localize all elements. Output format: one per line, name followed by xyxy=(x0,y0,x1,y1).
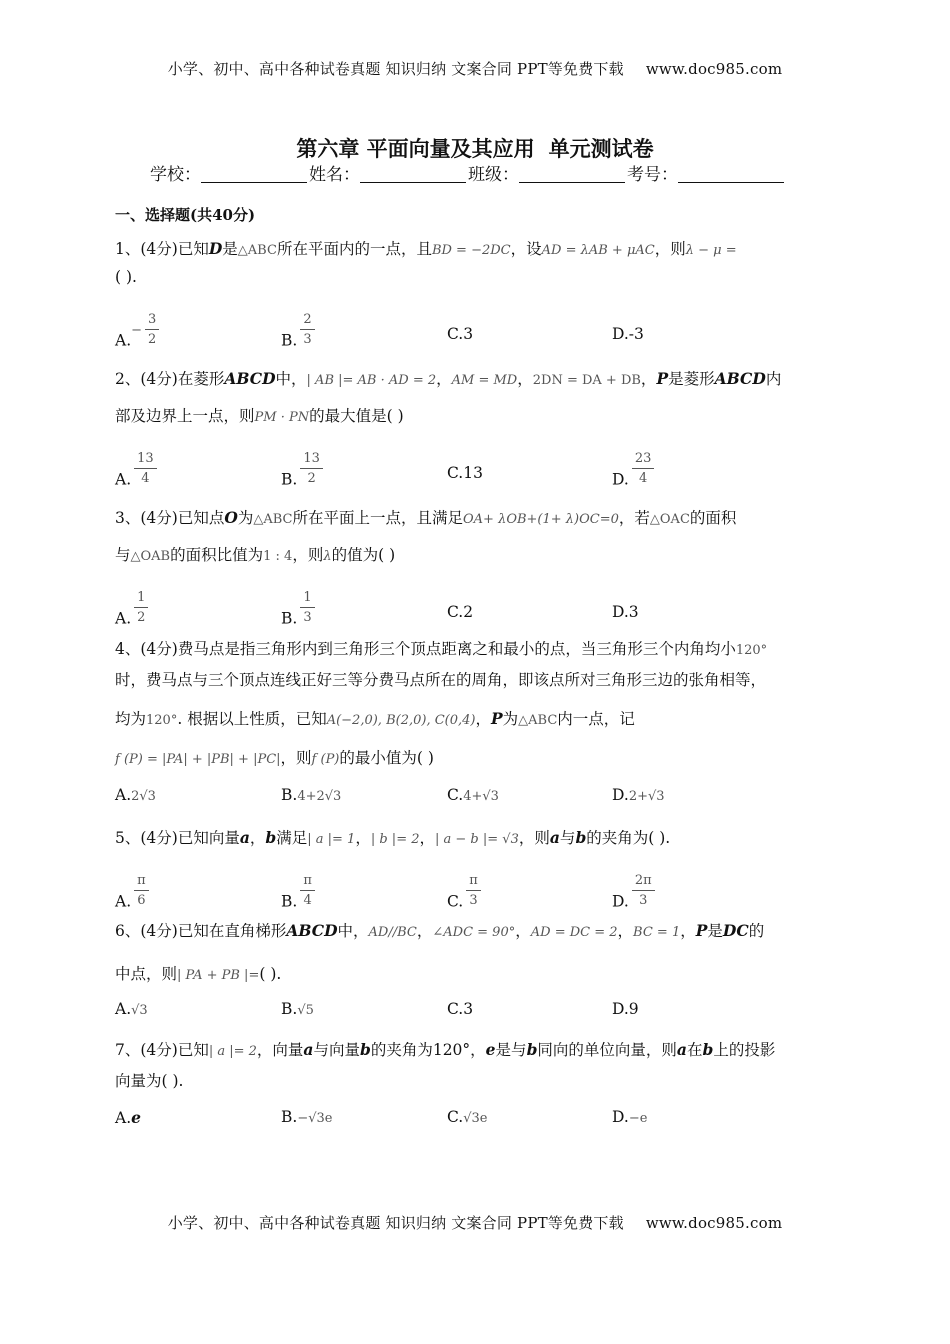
q1-option-d[interactable]: D.-3 xyxy=(612,325,644,343)
title-main: 第六章 平面向量及其应用 xyxy=(296,136,535,161)
exam-no-blank xyxy=(678,166,784,183)
q3-line1: 3、(4分)已知点O为△ABC所在平面上一点，且满足OA+ λOB+(1+ λ)OC=0，若△OAC的面积 xyxy=(115,508,737,527)
name-blank xyxy=(360,166,466,183)
exam-no-label: 考号： xyxy=(627,165,678,185)
q6-option-c[interactable]: C.3 xyxy=(447,1000,474,1018)
q3-option-c[interactable]: C.2 xyxy=(447,603,474,621)
q6-line1: 6、(4分)已知在直角梯形ABCD中，AD//BC，∠ADC = 90°，AD = DC = 2，BC = 1，P是DC的 xyxy=(115,921,765,940)
q1-option-c[interactable]: C.3 xyxy=(447,325,474,343)
q5-option-c[interactable]: C. $\frac{\pi}{3}$ xyxy=(447,886,481,919)
q7-option-b[interactable]: B.−√3e xyxy=(281,1108,333,1126)
title-sub: 单元测试卷 xyxy=(548,136,654,161)
q2-option-d[interactable]: D. $\frac{23}{4}$ xyxy=(612,464,654,497)
q4-line3: 均为120°. 根据以上性质，已知A(−2,0), B(2,0), C(0,4)，P为△ABC内一点，记 xyxy=(115,709,635,728)
q5-option-b[interactable]: B. $\frac{\pi}{4}$ xyxy=(281,886,315,919)
q4-option-b[interactable]: B.4+2√3 xyxy=(281,786,342,804)
page-footer xyxy=(0,1212,950,1233)
q7-line1: 7、(4分)已知| a |= 2，向量a与向量b的夹角为120°，e是与b同向的单位向量，则a在b上的投影 xyxy=(115,1040,776,1059)
q3-option-d[interactable]: D.3 xyxy=(612,603,639,621)
page-title xyxy=(0,133,950,163)
section-heading: 一、选择题(共40分) xyxy=(115,206,256,224)
q3-option-a[interactable]: A. $\frac{1}{2}$ xyxy=(115,603,148,636)
q5-option-a[interactable]: A. $\frac{\pi}{6}$ xyxy=(115,886,149,919)
q2-line2: 部及边界上一点，则PM · PN的最大值是( ) xyxy=(115,407,404,425)
q4-option-c[interactable]: C.4+√3 xyxy=(447,786,499,804)
q6-line2: 中点，则| PA + PB |=( ). xyxy=(115,965,282,983)
q7-option-d[interactable]: D.−e xyxy=(612,1108,648,1126)
footer-text: 小学、初中、高中各种试卷真题 知识归纳 文案合同 PPT等免费下载 xyxy=(167,1214,624,1232)
q1-option-b[interactable]: B. $\frac{2}{3}$ xyxy=(281,325,315,358)
q7-option-a[interactable]: A.e xyxy=(115,1108,141,1127)
q6-option-d[interactable]: D.9 xyxy=(612,1000,639,1018)
header-site: www.doc985.com xyxy=(645,60,783,78)
q1-option-a[interactable]: A.− $\frac{3}{2}$ xyxy=(115,325,159,358)
q4-option-a[interactable]: A.2√3 xyxy=(115,786,156,804)
q2-line1: 2、(4分)在菱形ABCD中，| AB |= AB · AD = 2，AM = MD，2DN = DA + DB，P是菱形ABCD内 xyxy=(115,369,782,388)
student-info xyxy=(150,160,786,185)
class-label: 班级： xyxy=(468,165,519,185)
class-blank xyxy=(519,166,625,183)
q5-line1: 5、(4分)已知向量a，b满足| a |= 1，| b |= 2，| a − b |= √3，则a与b的夹角为( ). xyxy=(115,828,671,847)
q1-line1: 1、(4分)已知D是△ABC所在平面内的一点，且BD = −2DC，设AD = λAB + μAC，则λ − μ = xyxy=(115,239,737,258)
page-header xyxy=(0,58,950,79)
header-text: 小学、初中、高中各种试卷真题 知识归纳 文案合同 PPT等免费下载 xyxy=(167,60,624,78)
school-blank xyxy=(201,166,307,183)
q6-option-a[interactable]: A.√3 xyxy=(115,1000,148,1018)
q7-line2: 向量为( ). xyxy=(115,1072,184,1090)
school-label: 学校： xyxy=(150,165,201,185)
q2-option-c[interactable]: C.13 xyxy=(447,464,483,482)
q4-line1: 4、(4分)费马点是指三角形内到三角形三个顶点距离之和最小的点，当三角形三个内角均小120° xyxy=(115,640,768,658)
q4-line4: f (P) = |PA| + |PB| + |PC|，则f (P)的最小值为( ) xyxy=(115,749,434,767)
q2-option-a[interactable]: A. $\frac{13}{4}$ xyxy=(115,464,157,497)
q3-line2: 与△OAB的面积比值为1 : 4，则λ的值为( ) xyxy=(115,546,396,564)
q1-line2: ( ). xyxy=(115,268,137,286)
q2-option-b[interactable]: B. $\frac{13}{2}$ xyxy=(281,464,323,497)
q5-option-d[interactable]: D. $\frac{2\pi}{3}$ xyxy=(612,886,655,919)
q4-option-d[interactable]: D.2+√3 xyxy=(612,786,665,804)
q7-option-c[interactable]: C.√3e xyxy=(447,1108,488,1126)
name-label: 姓名： xyxy=(309,165,360,185)
q6-option-b[interactable]: B.√5 xyxy=(281,1000,314,1018)
footer-site: www.doc985.com xyxy=(645,1214,783,1232)
q4-line2: 时，费马点与三个顶点连线正好三等分费马点所在的周角，即该点所对三角形三边的张角相等， xyxy=(115,671,767,689)
q3-option-b[interactable]: B. $\frac{1}{3}$ xyxy=(281,603,315,636)
